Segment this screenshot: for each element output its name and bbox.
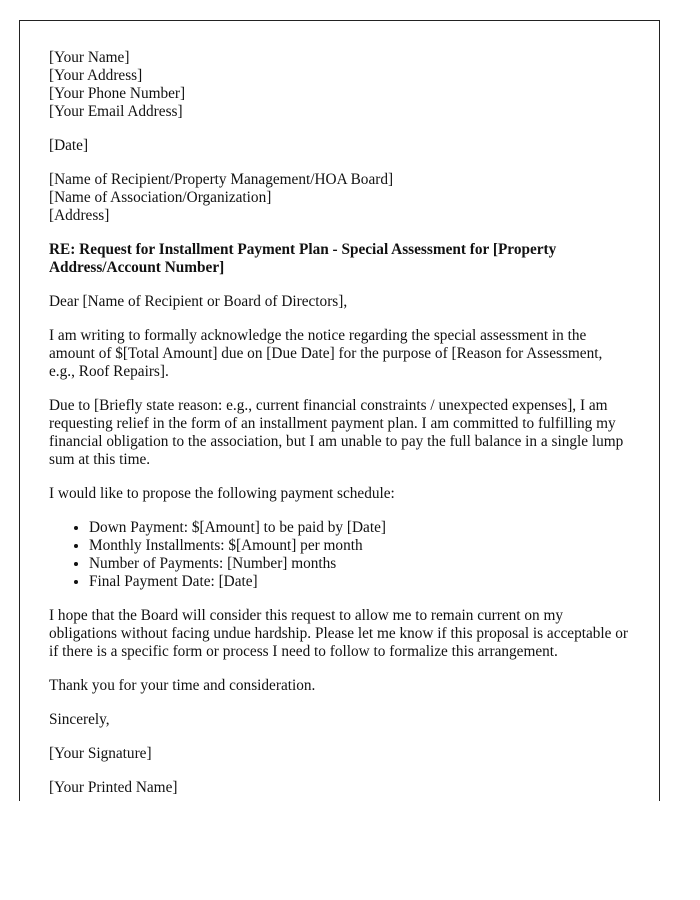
sender-address: [Your Address] <box>49 67 143 84</box>
date-line: [Date] <box>49 137 89 154</box>
list-item: • Final Payment Date: [Date] <box>89 573 629 591</box>
sender-email: [Your Email Address] <box>49 103 183 120</box>
paragraph-acknowledgement: I am writing to formally acknowledge the notice regarding the special assessment in the amount of $[Total Amount] due on [Due Date] for the purpose of [Reason for Assessment, e.g., Roof Repairs]. <box>49 327 603 380</box>
paragraph-thanks: Thank you for your time and consideration. <box>49 677 316 694</box>
list-item: • Number of Payments: [Number] months <box>89 555 629 573</box>
sender-name: [Your Name] <box>49 49 130 66</box>
payment-schedule-list <box>49 519 629 591</box>
recipient-name: [Name of Recipient/Property Management/HOA Board] <box>49 171 394 188</box>
list-item: • Down Payment: $[Amount] to be paid by [Date] <box>89 519 629 537</box>
paragraph-request: Due to [Briefly state reason: e.g., current financial constraints / unexpected expenses], I am requesting relief in the form of an installment payment plan. I am committed to fulfilling my financial obligation to the association, but I am unable to pay the full balance in a single lump sum at this time. <box>49 397 624 468</box>
paragraph-schedule-intro: I would like to propose the following payment schedule: <box>49 485 395 502</box>
sender-block <box>49 49 629 121</box>
paragraph-consideration: I hope that the Board will consider this request to allow me to remain current on my obligations without facing undue hardship. Please let me know if this proposal is acceptable or if there is a specific form or process I need to follow to formalize this arrangement. <box>49 607 629 660</box>
recipient-block <box>49 171 629 225</box>
printed-name: [Your Printed Name] <box>49 779 178 796</box>
salutation: Dear [Name of Recipient or Board of Directors], <box>49 293 348 310</box>
recipient-address: [Address] <box>49 207 110 224</box>
sender-phone: [Your Phone Number] <box>49 85 186 102</box>
signature: [Your Signature] <box>49 745 152 762</box>
letter-content <box>49 49 629 801</box>
letter-page <box>19 20 660 801</box>
list-item: • Monthly Installments: $[Amount] per month <box>89 537 629 555</box>
subject-line: RE: Request for Installment Payment Plan - Special Assessment for [Property Address/Account Number] <box>49 241 557 276</box>
recipient-organization: [Name of Association/Organization] <box>49 189 272 206</box>
signoff: Sincerely, <box>49 711 110 728</box>
